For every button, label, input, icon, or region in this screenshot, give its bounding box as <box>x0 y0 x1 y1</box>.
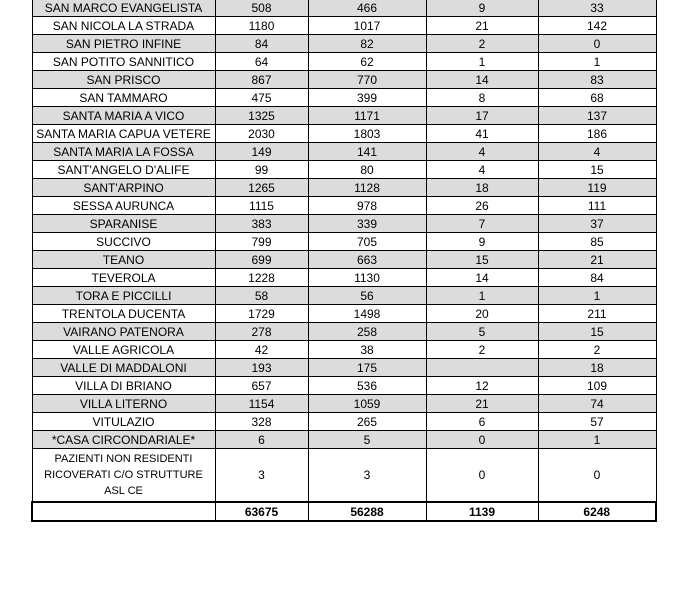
value-cell-b: 705 <box>308 233 426 251</box>
row-name-cell: SAN NICOLA LA STRADA <box>32 17 215 35</box>
totals-label-cell <box>32 502 215 521</box>
value-cell-b: 38 <box>308 341 426 359</box>
value-cell-a: 383 <box>215 215 308 233</box>
value-cell-c: 20 <box>426 305 538 323</box>
value-cell-b: 663 <box>308 251 426 269</box>
value-cell-d: 84 <box>538 269 656 287</box>
table-body <box>32 0 656 521</box>
table-row <box>32 431 656 449</box>
row-name-cell: TEANO <box>32 251 215 269</box>
row-name-cell: SAN PIETRO INFINE <box>32 35 215 53</box>
value-cell-b: 1130 <box>308 269 426 287</box>
value-cell-c: 1 <box>426 287 538 305</box>
table-row <box>32 305 656 323</box>
value-cell-d: 85 <box>538 233 656 251</box>
table-row <box>32 89 656 107</box>
value-cell-c: 9 <box>426 0 538 17</box>
value-cell-c: 1 <box>426 53 538 71</box>
value-cell-b: 399 <box>308 89 426 107</box>
value-cell-a: 84 <box>215 35 308 53</box>
table-row <box>32 359 656 377</box>
value-cell-a: 58 <box>215 287 308 305</box>
value-cell-b: 978 <box>308 197 426 215</box>
value-cell-d: 2 <box>538 341 656 359</box>
table-row <box>32 53 656 71</box>
value-cell-c: 41 <box>426 125 538 143</box>
value-cell-b: 62 <box>308 53 426 71</box>
value-cell-a: 657 <box>215 377 308 395</box>
value-cell-a: 6 <box>215 431 308 449</box>
value-cell-c: 14 <box>426 269 538 287</box>
table-row <box>32 413 656 431</box>
value-cell-c: 17 <box>426 107 538 125</box>
value-cell-b: 1017 <box>308 17 426 35</box>
value-cell-b: 1059 <box>308 395 426 413</box>
table-row <box>32 395 656 413</box>
non-residents-row <box>32 449 656 503</box>
value-cell-d: 186 <box>538 125 656 143</box>
table-row <box>32 107 656 125</box>
table-row <box>32 233 656 251</box>
value-cell-b: 56 <box>308 287 426 305</box>
value-cell-d: 111 <box>538 197 656 215</box>
total-cell-c: 1139 <box>426 502 538 521</box>
value-cell-a: 1115 <box>215 197 308 215</box>
value-cell-c: 8 <box>426 89 538 107</box>
row-name-cell: SANTA MARIA LA FOSSA <box>32 143 215 161</box>
value-cell-c: 18 <box>426 179 538 197</box>
value-cell-d: 18 <box>538 359 656 377</box>
value-cell-c: 12 <box>426 377 538 395</box>
row-name-cell: VALLE DI MADDALONI <box>32 359 215 377</box>
value-cell-b: 1171 <box>308 107 426 125</box>
value-cell-d: 74 <box>538 395 656 413</box>
value-cell-a: 3 <box>215 449 308 503</box>
value-cell-c: 4 <box>426 161 538 179</box>
row-name-cell: *CASA CIRCONDARIALE* <box>32 431 215 449</box>
row-name-cell: VILLA DI BRIANO <box>32 377 215 395</box>
row-name-cell: SAN TAMMARO <box>32 89 215 107</box>
municipality-data-table <box>31 0 657 522</box>
value-cell-d: 142 <box>538 17 656 35</box>
value-cell-a: 1154 <box>215 395 308 413</box>
value-cell-c: 7 <box>426 215 538 233</box>
value-cell-b: 1498 <box>308 305 426 323</box>
value-cell-d: 137 <box>538 107 656 125</box>
value-cell-a: 1180 <box>215 17 308 35</box>
row-name-cell: VITULAZIO <box>32 413 215 431</box>
value-cell-b: 80 <box>308 161 426 179</box>
value-cell-c: 21 <box>426 395 538 413</box>
value-cell-b: 258 <box>308 323 426 341</box>
row-name-cell: SUCCIVO <box>32 233 215 251</box>
row-name-cell: SANT'ARPINO <box>32 179 215 197</box>
value-cell-d: 57 <box>538 413 656 431</box>
value-cell-b: 466 <box>308 0 426 17</box>
value-cell-b: 82 <box>308 35 426 53</box>
row-name-cell: SAN POTITO SANNITICO <box>32 53 215 71</box>
value-cell-d: 4 <box>538 143 656 161</box>
value-cell-a: 42 <box>215 341 308 359</box>
value-cell-c: 9 <box>426 233 538 251</box>
value-cell-d: 0 <box>538 35 656 53</box>
value-cell-c: 5 <box>426 323 538 341</box>
row-name-cell: SPARANISE <box>32 215 215 233</box>
value-cell-b: 1128 <box>308 179 426 197</box>
value-cell-d: 119 <box>538 179 656 197</box>
table-row <box>32 251 656 269</box>
value-cell-a: 278 <box>215 323 308 341</box>
row-name-cell: PAZIENTI NON RESIDENTI RICOVERATI C/O STRUTTURE ASL CE <box>32 449 215 503</box>
value-cell-d: 37 <box>538 215 656 233</box>
value-cell-b: 770 <box>308 71 426 89</box>
value-cell-d: 0 <box>538 449 656 503</box>
value-cell-d: 15 <box>538 323 656 341</box>
value-cell-c: 4 <box>426 143 538 161</box>
value-cell-a: 193 <box>215 359 308 377</box>
value-cell-a: 508 <box>215 0 308 17</box>
table-row <box>32 0 656 17</box>
value-cell-b: 141 <box>308 143 426 161</box>
table-row <box>32 71 656 89</box>
table-row <box>32 161 656 179</box>
value-cell-c: 0 <box>426 449 538 503</box>
row-name-cell: TEVEROLA <box>32 269 215 287</box>
table-row <box>32 179 656 197</box>
table-row <box>32 323 656 341</box>
value-cell-a: 149 <box>215 143 308 161</box>
row-name-cell: VALLE AGRICOLA <box>32 341 215 359</box>
table-row <box>32 269 656 287</box>
value-cell-a: 1265 <box>215 179 308 197</box>
value-cell-d: 1 <box>538 287 656 305</box>
totals-row <box>32 502 656 521</box>
value-cell-a: 475 <box>215 89 308 107</box>
row-name-cell: SANT'ANGELO D'ALIFE <box>32 161 215 179</box>
value-cell-b: 175 <box>308 359 426 377</box>
value-cell-d: 33 <box>538 0 656 17</box>
total-cell-a: 63675 <box>215 502 308 521</box>
value-cell-d: 211 <box>538 305 656 323</box>
table-row <box>32 215 656 233</box>
table-row <box>32 287 656 305</box>
value-cell-a: 99 <box>215 161 308 179</box>
table-row <box>32 125 656 143</box>
value-cell-a: 1325 <box>215 107 308 125</box>
value-cell-c: 15 <box>426 251 538 269</box>
row-name-cell: VAIRANO PATENORA <box>32 323 215 341</box>
value-cell-d: 83 <box>538 71 656 89</box>
total-cell-b: 56288 <box>308 502 426 521</box>
value-cell-a: 1729 <box>215 305 308 323</box>
value-cell-c: 26 <box>426 197 538 215</box>
value-cell-d: 109 <box>538 377 656 395</box>
table-row <box>32 143 656 161</box>
value-cell-b: 1803 <box>308 125 426 143</box>
value-cell-c: 2 <box>426 341 538 359</box>
value-cell-a: 2030 <box>215 125 308 143</box>
value-cell-a: 799 <box>215 233 308 251</box>
value-cell-c: 21 <box>426 17 538 35</box>
row-name-cell: VILLA LITERNO <box>32 395 215 413</box>
value-cell-d: 1 <box>538 53 656 71</box>
value-cell-a: 328 <box>215 413 308 431</box>
value-cell-b: 339 <box>308 215 426 233</box>
value-cell-d: 15 <box>538 161 656 179</box>
row-name-cell: SANTA MARIA CAPUA VETERE <box>32 125 215 143</box>
value-cell-a: 867 <box>215 71 308 89</box>
value-cell-b: 3 <box>308 449 426 503</box>
value-cell-c: 2 <box>426 35 538 53</box>
value-cell-b: 5 <box>308 431 426 449</box>
table-row <box>32 341 656 359</box>
value-cell-c: 6 <box>426 413 538 431</box>
row-name-cell: SAN PRISCO <box>32 71 215 89</box>
table-row <box>32 17 656 35</box>
row-name-cell: SESSA AURUNCA <box>32 197 215 215</box>
total-cell-d: 6248 <box>538 502 656 521</box>
value-cell-c: 0 <box>426 431 538 449</box>
table-row <box>32 197 656 215</box>
value-cell-a: 1228 <box>215 269 308 287</box>
row-name-cell: TRENTOLA DUCENTA <box>32 305 215 323</box>
value-cell-c: 14 <box>426 71 538 89</box>
table-row <box>32 377 656 395</box>
value-cell-d: 1 <box>538 431 656 449</box>
row-name-cell: SANTA MARIA A VICO <box>32 107 215 125</box>
row-name-cell: SAN MARCO EVANGELISTA <box>32 0 215 17</box>
row-name-cell: TORA E PICCILLI <box>32 287 215 305</box>
value-cell-b: 265 <box>308 413 426 431</box>
value-cell-a: 64 <box>215 53 308 71</box>
table-row <box>32 35 656 53</box>
value-cell-c <box>426 359 538 377</box>
value-cell-d: 21 <box>538 251 656 269</box>
value-cell-b: 536 <box>308 377 426 395</box>
value-cell-a: 699 <box>215 251 308 269</box>
value-cell-d: 68 <box>538 89 656 107</box>
